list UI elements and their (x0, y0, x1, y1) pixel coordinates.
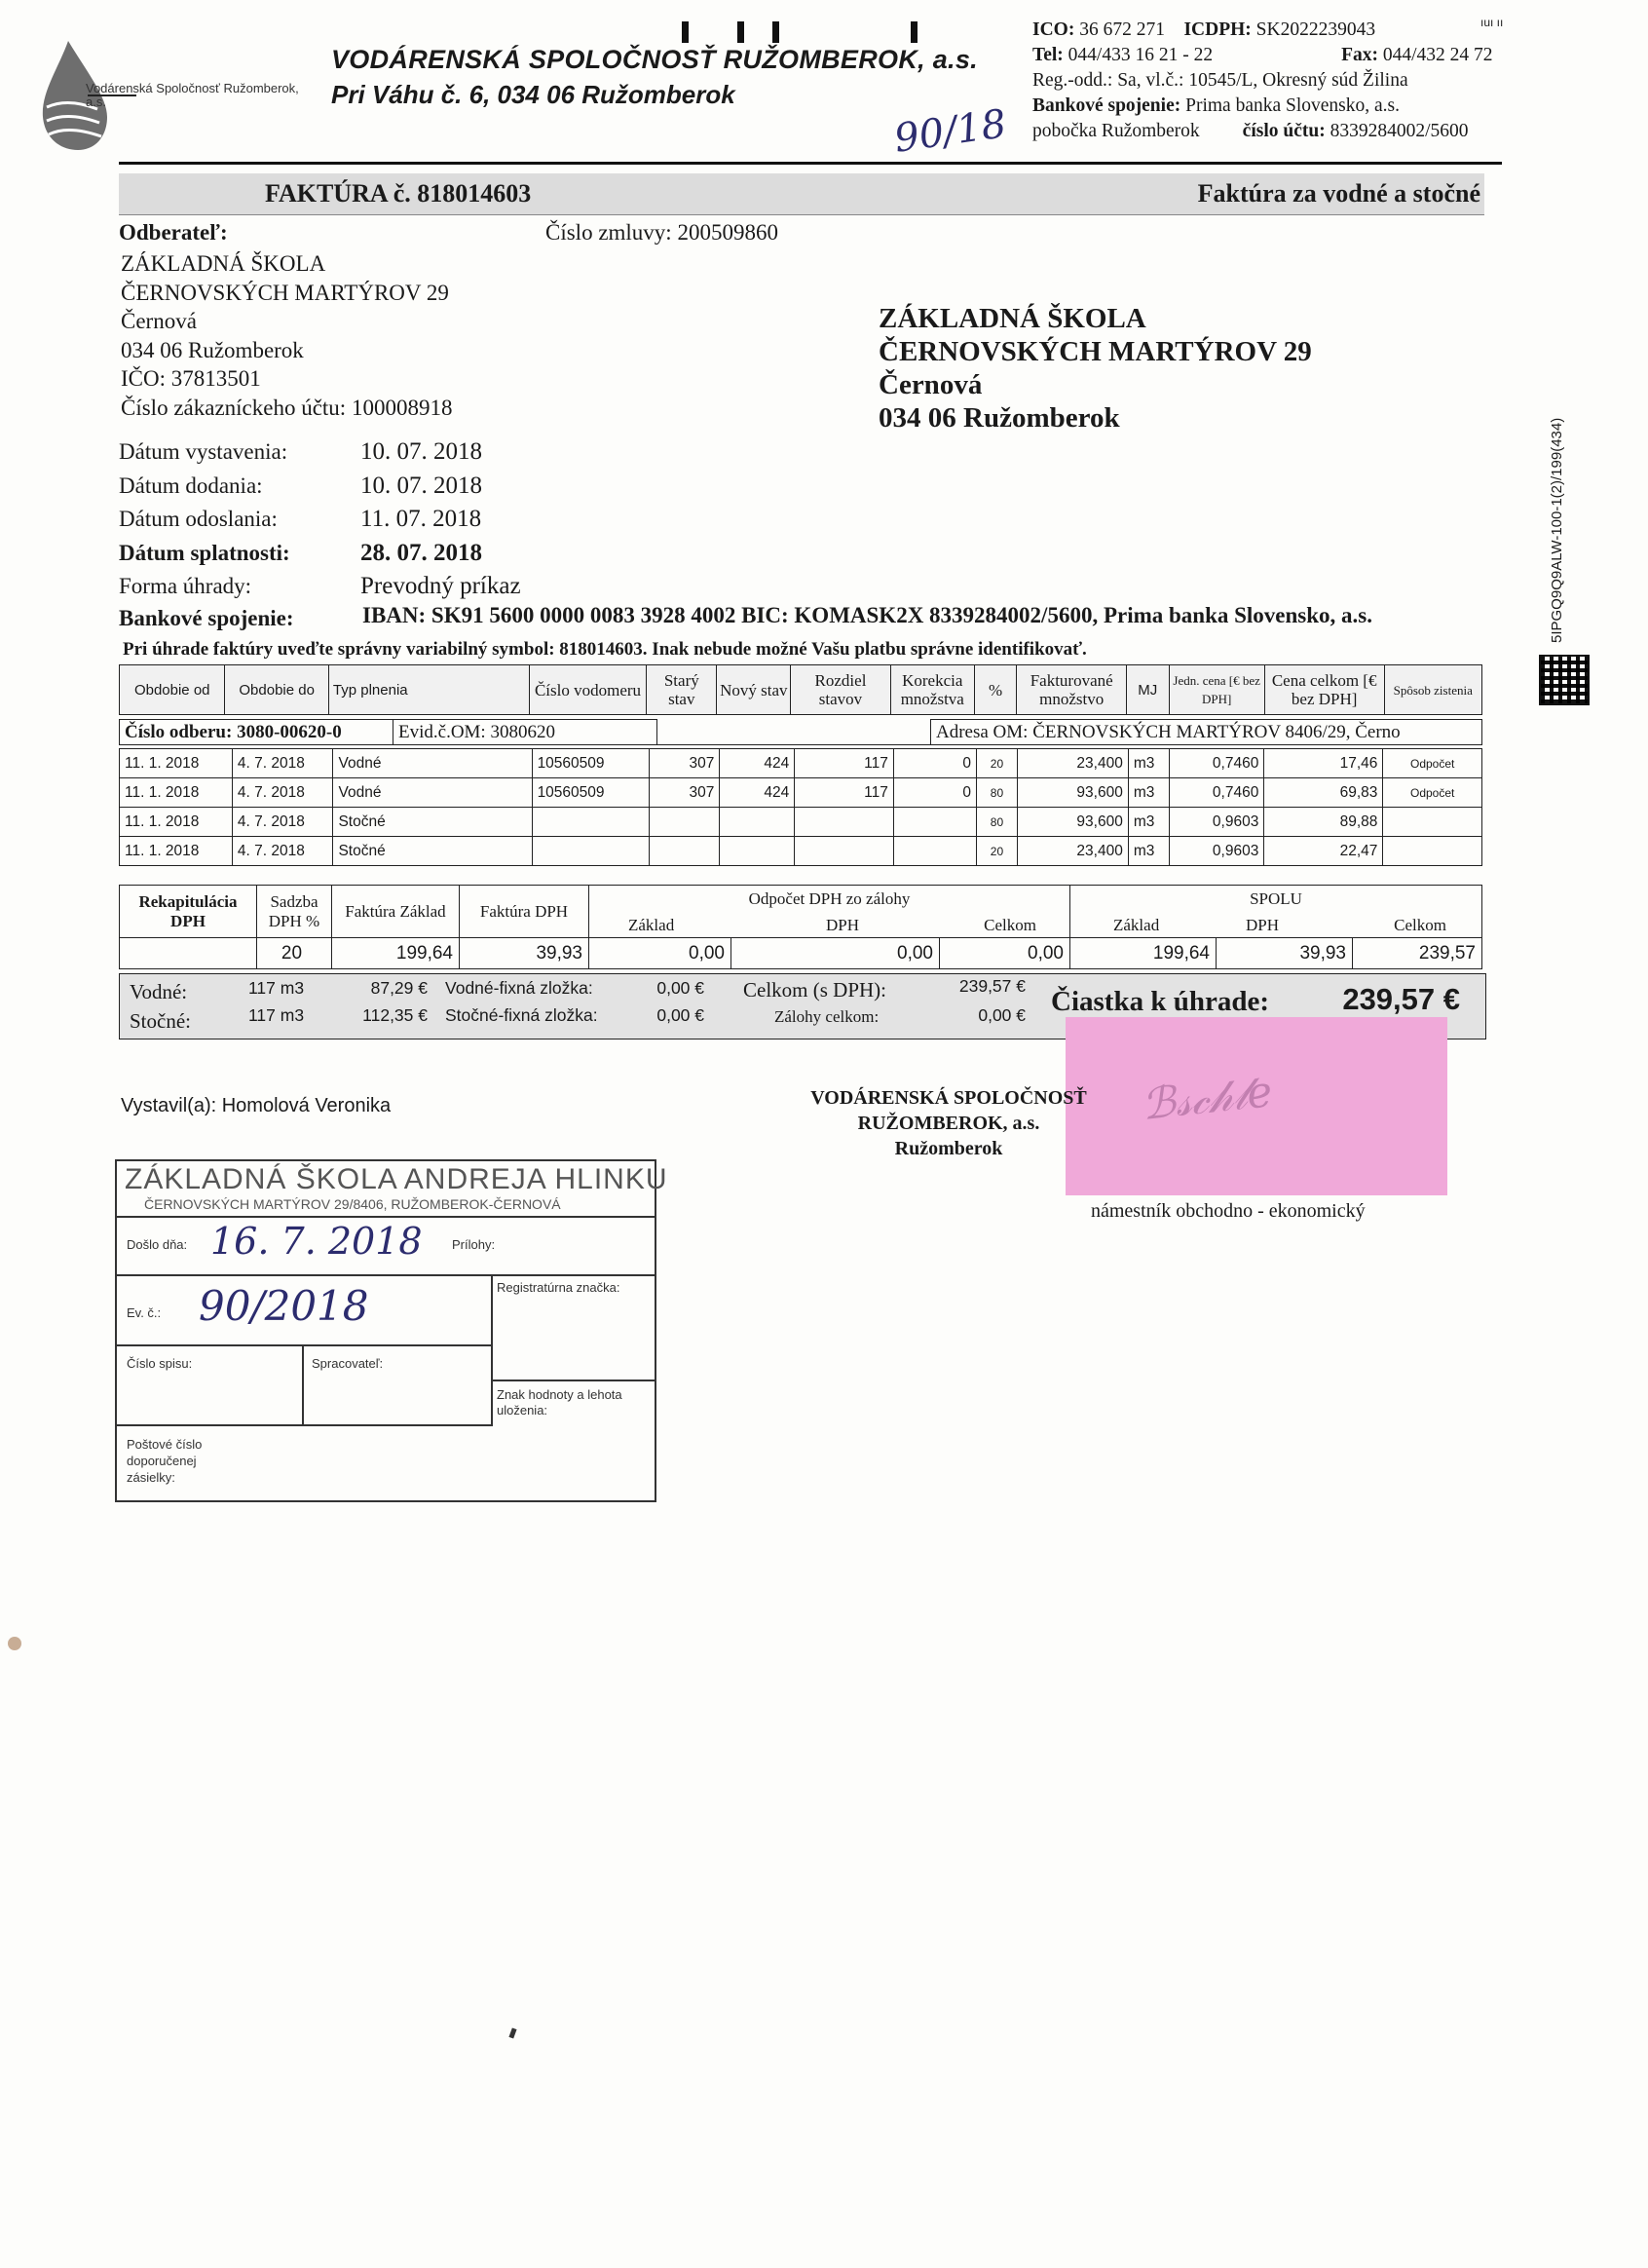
invoice-title-bar (119, 173, 1484, 215)
table-row: 11. 1. 2018 4. 7. 2018 Stočné 20 23,400 m3 0,9603 22,47 (120, 837, 1482, 866)
company-address: Pri Váhu č. 6, 034 06 Ružomberok (331, 80, 735, 109)
header-info: ICO: 36 672 271 ICDPH: SK2022239043 Tel: 044/433 16 21 - 22 Fax: 044/432 24 72 Reg.-odd.: Sa, vl.č.: 10545/L, Okresný súd Žilina Bankové spojenie: Prima banka Slovensko, a.s. pobočka Ružomberok číslo účtu: 8339284002/5600 (1032, 19, 1493, 141)
date-labels: Dátum vystavenia: Dátum dodania: Dátum odoslania: Dátum splatnosti: Forma úhrady: (119, 439, 290, 598)
table-row: 11. 1. 2018 4. 7. 2018 Stočné 80 93,600 m3 0,9603 89,88 (120, 808, 1482, 837)
customer-address: ZÁKLADNÁ ŠKOLA ČERNOVSKÝCH MARTÝROV 29 Černová 034 06 Ružomberok IČO: 37813501 Číslo zákazníckeho účtu: 100008918 (121, 251, 453, 420)
due-amount: 239,57 € (1342, 982, 1460, 1016)
invoice-number: FAKTÚRA č. 818014603 (265, 179, 532, 208)
footer-company: VODÁRENSKÁ SPOLOČNOSŤ RUŽOMBEROK, a.s. Ružomberok (810, 1087, 1087, 1159)
handwritten-ref: 90/18 (891, 101, 1009, 162)
items-table-header: Obdobie od Obdobie do Typ plnenia Číslo vodomeru Starý stav Nový stav Rozdiel stavov Korekcia množstva % Fakturované množstvo MJ Jedn. cena [€ bez DPH] Cena celkom [€ bez DPH] Spôsob zistenia (119, 664, 1482, 715)
registry-stamp: ZÁKLADNÁ ŠKOLA ANDREJA HLINKU ČERNOVSKÝCH MARTÝROV 29/8406, RUŽOMBEROK-ČERNOVÁ Došlo dňa: 16. 7. 2018 Prílohy: Ev. č.: 90/2018 Registratúrna značka: Číslo spisu: Spracovateľ: Znak hodnoty a lehota uloženia: Poštové číslo doporučenej zásielky: (115, 1159, 656, 1502)
table-row: 11. 1. 2018 4. 7. 2018 Vodné 10560509 307 424 117 0 20 23,400 m3 0,7460 17,46 Odpočet (120, 749, 1482, 778)
due-label: Čiastka k úhrade: (1051, 986, 1269, 1017)
invoice-type: Faktúra za vodné a stočné (1197, 179, 1480, 208)
date-values: 10. 07. 2018 10. 07. 2018 11. 07. 2018 28. 07. 2018 Prevodný príkaz (360, 438, 521, 599)
summary-box: Vodné: 117 m3 87,29 € Vodné-fixná zložka: 0,00 € Celkom (s DPH): 239,57 € Stočné: 117 m3 112,35 € Stočné-fixná zložka: 0,00 € Zálohy celkom: 0,00 € Čiastka k úhrade: 239,57 € (119, 973, 1486, 1040)
stain-mark (8, 1637, 21, 1650)
corner-mark: ıuı ıı (1480, 16, 1504, 29)
bank-label: Bankové spojenie: (119, 606, 294, 630)
issued-by: Vystavil(a): Homolová Veronika (121, 1095, 392, 1116)
qr-code-icon (1539, 655, 1590, 705)
dot-mark (508, 2027, 516, 2038)
items-table (119, 748, 1482, 866)
vat-recap-table: Rekapitulácia DPH Sadzba DPH % Faktúra Základ Faktúra DPH Odpočet DPH zo zálohy Základ DPH Celkom SPOLU Základ DPH Celkom 20 199,64 39,93 0,00 0,00 0,00 199,64 39,93 239,57 (119, 885, 1482, 969)
signature-icon: ℬ𝓈𝒸𝒽𝓁𝑒 (1139, 1067, 1275, 1130)
customer-label: Odberateľ: (119, 220, 228, 245)
contract-number: Číslo zmluvy: 200509860 (545, 220, 778, 245)
signer-position: námestník obchodno - ekonomický (1091, 1200, 1366, 1222)
table-row: 11. 1. 2018 4. 7. 2018 Vodné 10560509 307 424 117 0 80 93,600 m3 0,7460 69,83 Odpočet (120, 778, 1482, 808)
header-rule (119, 162, 1502, 165)
vs-notice: Pri úhrade faktúry uveďte správny variabilný symbol: 818014603. Inak nebude možné Vašu platbu správne identifikovať. (123, 639, 1087, 660)
bank-details: IBAN: SK91 5600 0000 0083 3928 4002 BIC: KOMASK2X 8339284002/5600, Prima banka Slovensko, a.s. (362, 603, 1372, 627)
odber-row: Číslo odberu: 3080-00620-0 Evid.č.OM: 3080620 Adresa OM: ČERNOVSKÝCH MARTÝROV 8406/29, Černo (119, 719, 1482, 745)
vertical-code: 5IPGQ9Q9ALW-100-1(2)/199(434) (1549, 417, 1565, 643)
company-name: VODÁRENSKÁ SPOLOČNOSŤ RUŽOMBEROK, a.s. (331, 45, 978, 74)
recipient-address: ZÁKLADNÁ ŠKOLA ČERNOVSKÝCH MARTÝROV 29 Černová 034 06 Ružomberok (879, 303, 1312, 434)
logo-text: Vodárenská Spoločnosť Ružomberok, a.s. (86, 81, 299, 109)
